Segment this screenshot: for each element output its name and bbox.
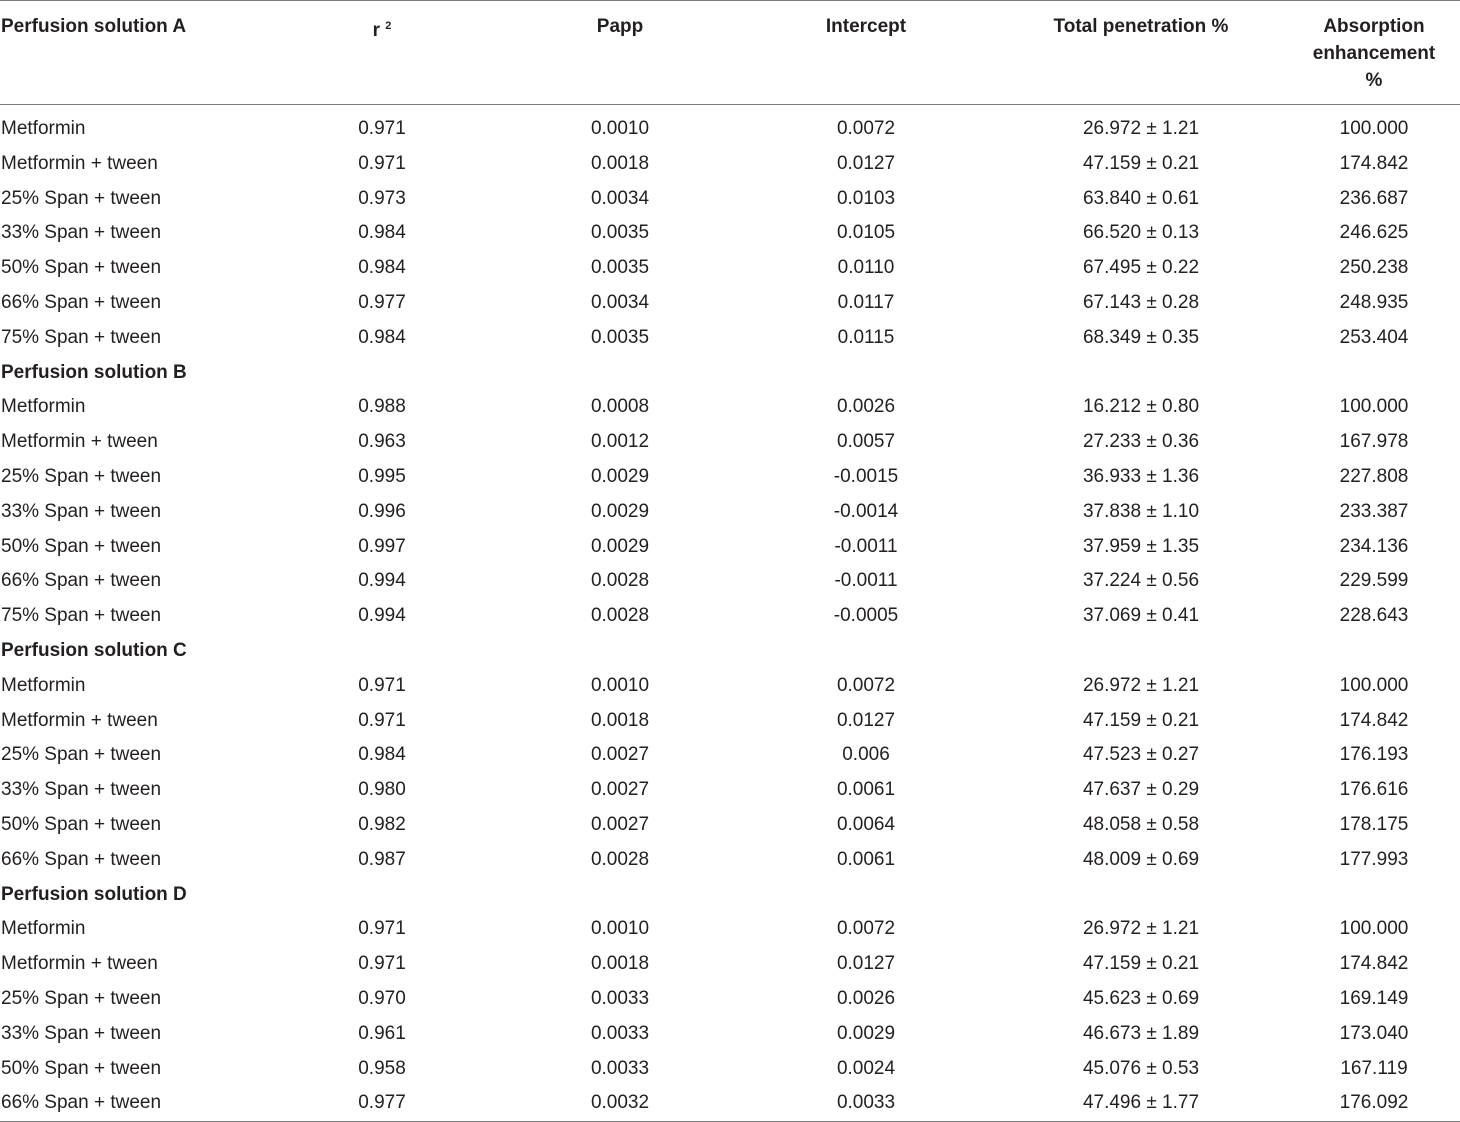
table-row — [0, 947, 1460, 982]
table-row — [0, 530, 1460, 565]
cell-absorption-enhancement: 100.000 — [1339, 118, 1409, 139]
cell-formulation: Metformin + tween — [1, 431, 158, 453]
cell-r-squared: 0.971 — [358, 674, 406, 696]
header-absorption-line1: Absorption — [1323, 16, 1425, 37]
cell-papp: 0.0029 — [590, 465, 650, 487]
cell-papp: 0.0018 — [590, 709, 650, 731]
table-header — [0, 1, 1460, 105]
cell-formulation: Metformin — [1, 118, 86, 139]
cell-total-penetration: 66.520 ± 0.13 — [1082, 222, 1200, 244]
cell-r-squared: 0.984 — [358, 326, 406, 348]
cell-formulation: 50% Span + tween — [1, 535, 162, 557]
cell-intercept: 0.0057 — [836, 431, 896, 453]
cell-papp: 0.0027 — [590, 744, 650, 766]
cell-r-squared: 0.994 — [358, 605, 406, 627]
cell-intercept: 0.0127 — [836, 953, 896, 975]
table-row — [0, 182, 1460, 217]
cell-r-squared: 0.995 — [358, 465, 406, 487]
cell-total-penetration: 16.212 ± 0.80 — [1082, 396, 1200, 418]
cell-r-squared: 0.970 — [358, 987, 406, 1009]
table-row — [0, 704, 1460, 739]
cell-absorption-enhancement: 100.000 — [1339, 918, 1409, 940]
cell-papp: 0.0029 — [590, 500, 650, 522]
cell-intercept: 0.0033 — [836, 1092, 896, 1114]
table-row — [0, 843, 1460, 878]
cell-absorption-enhancement: 236.687 — [1339, 187, 1409, 209]
cell-r-squared: 0.971 — [358, 918, 406, 940]
cell-absorption-enhancement: 167.119 — [1340, 1057, 1408, 1079]
cell-total-penetration: 45.623 ± 0.69 — [1082, 987, 1200, 1009]
cell-formulation: Metformin + tween — [1, 152, 158, 174]
cell-intercept: -0.0005 — [833, 605, 899, 627]
table-body — [0, 105, 1460, 1122]
cell-total-penetration: 63.840 ± 0.61 — [1082, 187, 1200, 209]
cell-papp: 0.0035 — [590, 326, 650, 348]
cell-absorption-enhancement: 228.643 — [1339, 605, 1409, 627]
cell-absorption-enhancement: 253.404 — [1339, 326, 1409, 348]
cell-r-squared: 0.994 — [358, 570, 406, 592]
cell-absorption-enhancement: 174.842 — [1339, 152, 1409, 174]
cell-formulation: 66% Span + tween — [1, 848, 162, 870]
cell-total-penetration: 37.224 ± 0.56 — [1082, 570, 1200, 592]
cell-papp: 0.0029 — [590, 535, 650, 557]
cell-absorption-enhancement: 174.842 — [1339, 709, 1409, 731]
cell-intercept: 0.0072 — [836, 918, 896, 940]
cell-intercept: 0.0115 — [837, 326, 895, 348]
cell-absorption-enhancement: 178.175 — [1339, 813, 1409, 835]
cell-total-penetration: 47.637 ± 0.29 — [1082, 779, 1200, 801]
cell-formulation: 75% Span + tween — [1, 326, 162, 348]
cell-intercept: 0.0117 — [837, 291, 895, 313]
table-row — [0, 912, 1460, 947]
section-header-row — [0, 634, 1460, 669]
cell-absorption-enhancement: 250.238 — [1339, 257, 1409, 279]
cell-total-penetration: 47.496 ± 1.77 — [1082, 1092, 1200, 1114]
cell-total-penetration: 47.523 ± 0.27 — [1082, 744, 1200, 766]
cell-total-penetration: 67.143 ± 0.28 — [1082, 291, 1200, 313]
cell-r-squared: 0.971 — [358, 953, 406, 975]
header-papp: Papp — [502, 1, 738, 105]
table-row — [0, 495, 1460, 530]
cell-papp: 0.0034 — [590, 291, 650, 313]
cell-r-squared: 0.963 — [358, 431, 406, 453]
cell-total-penetration: 47.159 ± 0.21 — [1082, 152, 1200, 174]
cell-r-squared: 0.996 — [358, 500, 406, 522]
cell-absorption-enhancement: 248.935 — [1339, 291, 1409, 313]
cell-absorption-enhancement: 176.616 — [1339, 779, 1409, 801]
cell-papp: 0.0010 — [590, 918, 650, 940]
cell-intercept: 0.0061 — [836, 779, 896, 801]
cell-papp: 0.0027 — [590, 779, 650, 801]
cell-total-penetration: 46.673 ± 1.89 — [1082, 1022, 1200, 1044]
table-row — [0, 216, 1460, 251]
cell-total-penetration: 36.933 ± 1.36 — [1082, 465, 1200, 487]
cell-absorption-enhancement: 176.092 — [1339, 1092, 1409, 1114]
cell-absorption-enhancement: 100.000 — [1339, 674, 1409, 696]
cell-formulation: 33% Span + tween — [1, 779, 162, 801]
cell-absorption-enhancement: 233.387 — [1339, 500, 1409, 522]
table-row — [0, 251, 1460, 286]
table-row — [0, 773, 1460, 808]
cell-papp: 0.0018 — [590, 953, 650, 975]
cell-absorption-enhancement: 246.625 — [1339, 222, 1409, 244]
cell-absorption-enhancement: 229.599 — [1339, 570, 1409, 592]
table-row — [0, 669, 1460, 704]
cell-intercept: 0.0026 — [836, 987, 896, 1009]
cell-papp: 0.0033 — [590, 1057, 650, 1079]
header-intercept: Intercept — [738, 1, 994, 105]
cell-total-penetration: 48.058 ± 0.58 — [1082, 813, 1200, 835]
table-row — [0, 808, 1460, 843]
cell-r-squared: 0.973 — [358, 187, 406, 209]
cell-intercept: -0.0015 — [833, 465, 899, 487]
cell-papp: 0.0027 — [590, 813, 650, 835]
cell-formulation: 25% Span + tween — [1, 465, 162, 487]
cell-formulation: 33% Span + tween — [1, 500, 162, 522]
header-r-label: r — [372, 20, 380, 41]
cell-total-penetration: 68.349 ± 0.35 — [1082, 326, 1200, 348]
cell-formulation: Metformin — [1, 918, 86, 940]
cell-intercept: 0.0061 — [836, 848, 896, 870]
cell-total-penetration: 48.009 ± 0.69 — [1082, 848, 1200, 870]
cell-r-squared: 0.997 — [358, 535, 406, 557]
cell-absorption-enhancement: 174.842 — [1339, 953, 1409, 975]
cell-formulation: 50% Span + tween — [1, 257, 162, 279]
cell-total-penetration: 45.076 ± 0.53 — [1082, 1057, 1200, 1079]
cell-r-squared: 0.987 — [358, 848, 406, 870]
cell-papp: 0.0035 — [590, 222, 650, 244]
cell-intercept: 0.0072 — [836, 118, 896, 139]
table-row — [0, 105, 1460, 147]
cell-total-penetration: 26.972 ± 1.21 — [1082, 918, 1200, 940]
cell-formulation: Metformin — [1, 396, 86, 418]
cell-r-squared: 0.971 — [358, 118, 406, 139]
cell-intercept: 0.0024 — [836, 1057, 896, 1079]
table-row — [0, 738, 1460, 773]
table-row — [0, 1086, 1460, 1121]
cell-r-squared: 0.980 — [358, 779, 406, 801]
cell-papp: 0.0012 — [590, 431, 650, 453]
cell-total-penetration: 37.838 ± 1.10 — [1082, 500, 1200, 522]
header-absorption-enhancement — [1288, 1, 1460, 105]
cell-papp: 0.0010 — [590, 674, 650, 696]
cell-formulation: 66% Span + tween — [1, 291, 162, 313]
cell-intercept: 0.0029 — [836, 1022, 896, 1044]
cell-formulation: 66% Span + tween — [1, 570, 162, 592]
header-absorption-line3: % — [1365, 70, 1383, 91]
cell-formulation: 25% Span + tween — [1, 744, 162, 766]
section-title: Perfusion solution C — [1, 639, 187, 661]
table-row — [0, 1052, 1460, 1087]
cell-total-penetration: 67.495 ± 0.22 — [1082, 257, 1200, 279]
cell-total-penetration: 26.972 ± 1.21 — [1082, 674, 1200, 696]
cell-total-penetration: 27.233 ± 0.36 — [1082, 431, 1200, 453]
table-row — [0, 147, 1460, 182]
table-row — [0, 321, 1460, 356]
cell-r-squared: 0.977 — [358, 1092, 406, 1114]
cell-intercept: 0.0072 — [836, 674, 896, 696]
table-row — [0, 564, 1460, 599]
cell-total-penetration: 47.159 ± 0.21 — [1082, 709, 1200, 731]
cell-absorption-enhancement: 173.040 — [1339, 1022, 1409, 1044]
cell-papp: 0.0035 — [590, 257, 650, 279]
cell-absorption-enhancement: 169.149 — [1339, 987, 1409, 1009]
cell-formulation: 33% Span + tween — [1, 222, 162, 244]
cell-r-squared: 0.984 — [358, 744, 406, 766]
header-r-squared — [262, 1, 502, 105]
cell-absorption-enhancement: 177.993 — [1339, 848, 1409, 870]
cell-absorption-enhancement: 167.978 — [1339, 431, 1409, 453]
table-row — [0, 982, 1460, 1017]
header-absorption-line2: enhancement — [1312, 43, 1436, 64]
cell-r-squared: 0.958 — [358, 1057, 406, 1079]
table-row — [0, 460, 1460, 495]
cell-r-squared: 0.984 — [358, 222, 406, 244]
header-perfusion-solution-a: Perfusion solution A — [0, 1, 262, 105]
cell-formulation: 25% Span + tween — [1, 187, 162, 209]
cell-formulation: 75% Span + tween — [1, 605, 162, 627]
cell-absorption-enhancement: 100.000 — [1339, 396, 1409, 418]
cell-formulation: Metformin — [1, 674, 86, 696]
cell-r-squared: 0.988 — [358, 396, 406, 418]
cell-r-squared: 0.971 — [358, 152, 406, 174]
cell-r-squared: 0.977 — [358, 291, 406, 313]
cell-papp: 0.0033 — [590, 987, 650, 1009]
cell-intercept: 0.0110 — [837, 257, 895, 279]
header-total-penetration: Total penetration % — [994, 1, 1288, 105]
cell-intercept: -0.0011 — [834, 535, 898, 557]
section-title: Perfusion solution D — [1, 883, 187, 905]
header-row — [0, 1, 1460, 105]
section-header-row — [0, 878, 1460, 913]
cell-papp: 0.0028 — [590, 570, 650, 592]
cell-r-squared: 0.984 — [358, 257, 406, 279]
cell-intercept: 0.006 — [842, 744, 890, 766]
cell-absorption-enhancement: 234.136 — [1339, 535, 1409, 557]
cell-intercept: 0.0105 — [836, 222, 896, 244]
cell-total-penetration: 37.959 ± 1.35 — [1082, 535, 1200, 557]
cell-absorption-enhancement: 176.193 — [1339, 744, 1409, 766]
table-row — [0, 1017, 1460, 1052]
cell-absorption-enhancement: 227.808 — [1339, 465, 1409, 487]
section-header-row — [0, 356, 1460, 391]
cell-papp: 0.0018 — [590, 152, 650, 174]
cell-intercept: 0.0103 — [836, 187, 896, 209]
cell-formulation: 33% Span + tween — [1, 1022, 162, 1044]
cell-r-squared: 0.982 — [358, 813, 406, 835]
table-row — [0, 286, 1460, 321]
cell-intercept: 0.0064 — [836, 813, 896, 835]
cell-papp: 0.0010 — [590, 118, 650, 139]
cell-papp: 0.0028 — [590, 605, 650, 627]
cell-formulation: 50% Span + tween — [1, 1057, 162, 1079]
table-row — [0, 425, 1460, 460]
cell-papp: 0.0032 — [590, 1092, 650, 1114]
cell-intercept: -0.0011 — [834, 570, 898, 592]
cell-intercept: -0.0014 — [833, 500, 899, 522]
cell-papp: 0.0033 — [590, 1022, 650, 1044]
table-row — [0, 390, 1460, 425]
cell-papp: 0.0034 — [590, 187, 650, 209]
cell-papp: 0.0008 — [590, 396, 650, 418]
header-r-superscript: 2 — [385, 20, 392, 32]
cell-total-penetration: 37.069 ± 0.41 — [1082, 605, 1200, 627]
cell-intercept: 0.0026 — [836, 396, 896, 418]
cell-intercept: 0.0127 — [836, 152, 896, 174]
cell-papp: 0.0028 — [590, 848, 650, 870]
cell-r-squared: 0.971 — [358, 709, 406, 731]
section-title: Perfusion solution B — [1, 361, 187, 383]
cell-total-penetration: 47.159 ± 0.21 — [1082, 953, 1200, 975]
cell-formulation: 50% Span + tween — [1, 813, 162, 835]
cell-formulation: 66% Span + tween — [1, 1092, 162, 1114]
cell-formulation: Metformin + tween — [1, 953, 158, 975]
table-row — [0, 599, 1460, 634]
cell-total-penetration: 26.972 ± 1.21 — [1082, 118, 1200, 139]
cell-formulation: 25% Span + tween — [1, 987, 162, 1009]
cell-r-squared: 0.961 — [358, 1022, 406, 1044]
cell-formulation: Metformin + tween — [1, 709, 158, 731]
cell-intercept: 0.0127 — [836, 709, 896, 731]
